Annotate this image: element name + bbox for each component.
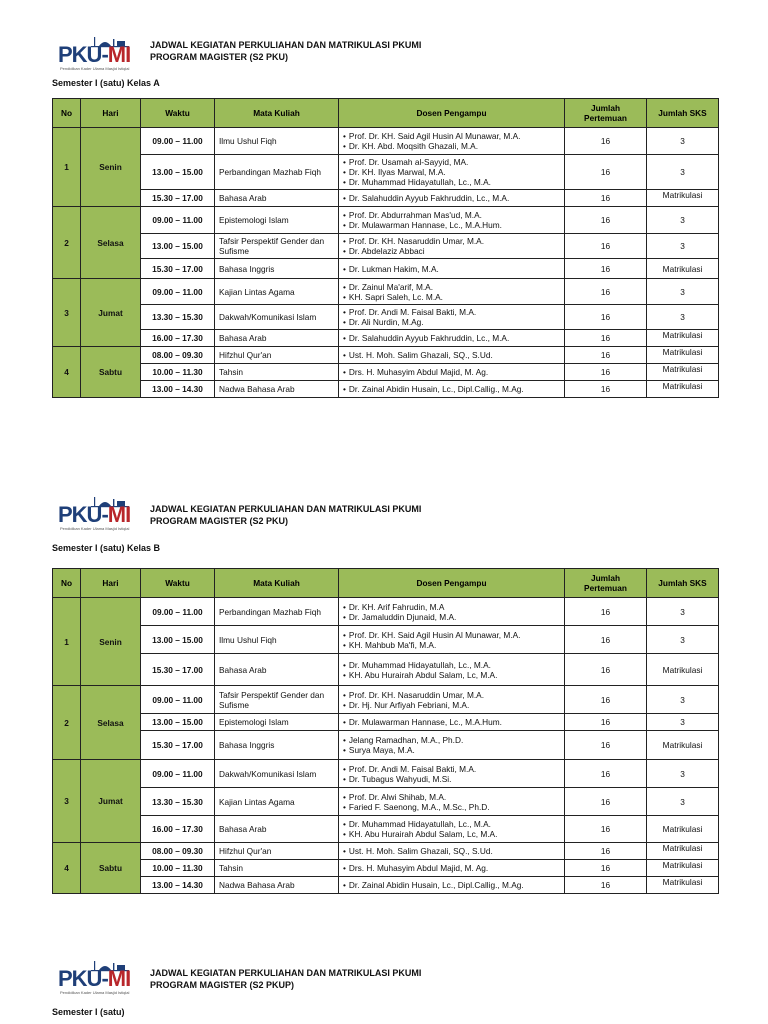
- header-mata-kuliah: Mata Kuliah: [215, 569, 339, 598]
- sks-cell: 3: [647, 714, 719, 731]
- time-cell: 15.30 – 17.00: [141, 731, 215, 760]
- lecturer-cell: [339, 364, 565, 381]
- lecturer-item: • Dr. Salahuddin Ayyub Fakhruddin, Lc., M.A.: [343, 193, 560, 203]
- day-name: Selasa: [81, 686, 141, 760]
- table-row: [53, 234, 719, 259]
- time-cell: 08.00 – 09.30: [141, 843, 215, 860]
- logo-wordmark: PKU-MI: [58, 42, 131, 67]
- day-name: Selasa: [81, 207, 141, 279]
- sks-cell: Matrikulasi: [647, 654, 719, 686]
- meetings-cell: 16: [565, 686, 647, 714]
- day-number: 4: [53, 347, 81, 398]
- meetings-cell: 16: [565, 760, 647, 788]
- course-cell: Kajian Lintas Agama: [215, 788, 339, 816]
- course-cell: Bahasa Arab: [215, 816, 339, 843]
- lecturer-cell: [339, 128, 565, 155]
- course-cell: Tafsir Perspektif Gender dan Sufisme: [215, 686, 339, 714]
- sks-cell: 3: [647, 128, 719, 155]
- header-hari: Hari: [81, 99, 141, 128]
- lecturer-cell: [339, 330, 565, 347]
- lecturer-item: • Dr. Salahuddin Ayyub Fakhruddin, Lc., M.A.: [343, 333, 560, 343]
- logo-tagline: Pendidikan Kader Ulama Masjid Istiqlal: [60, 990, 130, 995]
- table-row: [53, 760, 719, 788]
- lecturer-item: • Ust. H. Moh. Salim Ghazali, SQ., S.Ud.: [343, 846, 560, 856]
- lecturer-item: • KH. Abu Hurairah Abdul Salam, Lc, M.A.: [343, 670, 560, 680]
- meetings-cell: 16: [565, 843, 647, 860]
- sks-cell: 3: [647, 686, 719, 714]
- sks-cell: Matrikulasi: [647, 330, 719, 347]
- meetings-cell: 16: [565, 381, 647, 398]
- table-row: [53, 877, 719, 894]
- lecturer-cell: [339, 234, 565, 259]
- lecturer-cell: [339, 347, 565, 364]
- meetings-cell: 16: [565, 234, 647, 259]
- course-cell: Perbandingan Mazhab Fiqh: [215, 155, 339, 190]
- day-number: 3: [53, 279, 81, 347]
- header-no: No: [53, 569, 81, 598]
- schedule-table: [52, 568, 719, 894]
- lecturer-item: • Jelang Ramadhan, M.A., Ph.D.: [343, 735, 560, 745]
- sks-cell: Matrikulasi: [647, 843, 719, 860]
- meetings-cell: 16: [565, 279, 647, 305]
- time-cell: 16.00 – 17.30: [141, 816, 215, 843]
- sks-cell: 3: [647, 279, 719, 305]
- course-cell: Ilmu Ushul Fiqh: [215, 626, 339, 654]
- time-cell: 13.00 – 14.30: [141, 877, 215, 894]
- lecturer-item: • Drs. H. Muhasyim Abdul Majid, M. Ag.: [343, 863, 560, 873]
- table-row: [53, 860, 719, 877]
- lecturer-item: • Dr. KH. Arif Fahrudin, M.A: [343, 602, 560, 612]
- table-row: [53, 598, 719, 626]
- table-row: [53, 259, 719, 279]
- document-header: [52, 960, 718, 1000]
- lecturer-cell: [339, 843, 565, 860]
- sks-cell: Matrikulasi: [647, 259, 719, 279]
- lecturer-item: • Prof. Dr. Usamah al-Sayyid, MA.: [343, 157, 560, 167]
- sks-cell: 3: [647, 598, 719, 626]
- lecturer-item: • Dr. Mulawarman Hannase, Lc., M.A.Hum.: [343, 220, 560, 230]
- day-name: Senin: [81, 598, 141, 686]
- header-waktu: Waktu: [141, 569, 215, 598]
- time-cell: 08.00 – 09.30: [141, 347, 215, 364]
- lecturer-item: • KH. Sapri Saleh, Lc. M.A.: [343, 292, 560, 302]
- course-cell: Bahasa Inggris: [215, 731, 339, 760]
- course-cell: Epistemologi Islam: [215, 207, 339, 234]
- day-name: Jumat: [81, 760, 141, 843]
- lecturer-item: • Surya Maya, M.A.: [343, 745, 560, 755]
- lecturer-item: • Drs. H. Muhasyim Abdul Majid, M. Ag.: [343, 367, 560, 377]
- table-header-row: [53, 569, 719, 598]
- course-cell: Nadwa Bahasa Arab: [215, 381, 339, 398]
- lecturer-cell: [339, 731, 565, 760]
- time-cell: 13.00 – 15.00: [141, 234, 215, 259]
- lecturer-cell: [339, 598, 565, 626]
- table-row: [53, 731, 719, 760]
- course-cell: Hifzhul Qur'an: [215, 347, 339, 364]
- course-cell: Bahasa Arab: [215, 190, 339, 207]
- table-row: [53, 381, 719, 398]
- table-row: [53, 686, 719, 714]
- logo-tagline: Pendidikan Kader Ulama Masjid Istiqlal: [60, 66, 130, 71]
- header-no: No: [53, 99, 81, 128]
- lecturer-cell: [339, 190, 565, 207]
- sks-cell: Matrikulasi: [647, 364, 719, 381]
- day-number: 1: [53, 128, 81, 207]
- lecturer-item: • Prof. Dr. KH. Said Agil Husin Al Munawar, M.A.: [343, 131, 560, 141]
- course-cell: Tafsir Perspektif Gender dan Sufisme: [215, 234, 339, 259]
- meetings-cell: 16: [565, 128, 647, 155]
- course-cell: Ilmu Ushul Fiqh: [215, 128, 339, 155]
- sks-cell: 3: [647, 234, 719, 259]
- sks-cell: 3: [647, 760, 719, 788]
- lecturer-cell: [339, 860, 565, 877]
- lecturer-cell: [339, 714, 565, 731]
- meetings-cell: 16: [565, 731, 647, 760]
- header-waktu: Waktu: [141, 99, 215, 128]
- sks-cell: 3: [647, 305, 719, 330]
- logo-tagline: Pendidikan Kader Ulama Masjid Istiqlal: [60, 526, 130, 531]
- lecturer-cell: [339, 259, 565, 279]
- header-dosen: Dosen Pengampu: [339, 569, 565, 598]
- sks-cell: 3: [647, 155, 719, 190]
- lecturer-item: • Dr. Lukman Hakim, M.A.: [343, 264, 560, 274]
- time-cell: 09.00 – 11.00: [141, 686, 215, 714]
- lecturer-item: • Prof. Dr. KH. Nasaruddin Umar, M.A.: [343, 690, 560, 700]
- day-name: Senin: [81, 128, 141, 207]
- meetings-cell: 16: [565, 155, 647, 190]
- lecturer-item: • Prof. Dr. KH. Nasaruddin Umar, M.A.: [343, 236, 560, 246]
- sks-cell: Matrikulasi: [647, 877, 719, 894]
- lecturer-item: • Dr. KH. Abd. Moqsith Ghazali, M.A.: [343, 141, 560, 151]
- meetings-cell: 16: [565, 330, 647, 347]
- lecturer-item: • Prof. Dr. Abdurrahman Mas'ud, M.A.: [343, 210, 560, 220]
- course-cell: Dakwah/Komunikasi Islam: [215, 760, 339, 788]
- logo-wordmark: PKU-MI: [58, 502, 131, 527]
- semester-label: Semester I (satu): [52, 1007, 125, 1017]
- lecturer-cell: [339, 155, 565, 190]
- day-number: 1: [53, 598, 81, 686]
- course-cell: Bahasa Arab: [215, 330, 339, 347]
- lecturer-item: • Prof. Dr. KH. Said Agil Husin Al Munawar, M.A.: [343, 630, 560, 640]
- time-cell: 15.30 – 17.00: [141, 654, 215, 686]
- table-row: [53, 128, 719, 155]
- lecturer-item: • Dr. Zainul Ma'arif, M.A.: [343, 282, 560, 292]
- table-row: [53, 190, 719, 207]
- table-row: [53, 207, 719, 234]
- sks-cell: Matrikulasi: [647, 381, 719, 398]
- lecturer-item: • KH. Abu Hurairah Abdul Salam, Lc, M.A.: [343, 829, 560, 839]
- day-number: 2: [53, 207, 81, 279]
- meetings-cell: 16: [565, 816, 647, 843]
- meetings-cell: 16: [565, 598, 647, 626]
- time-cell: 09.00 – 11.00: [141, 128, 215, 155]
- lecturer-cell: [339, 207, 565, 234]
- lecturer-item: • Prof. Dr. Alwi Shihab, M.A.: [343, 792, 560, 802]
- meetings-cell: 16: [565, 364, 647, 381]
- time-cell: 10.00 – 11.30: [141, 860, 215, 877]
- meetings-cell: 16: [565, 305, 647, 330]
- pkumi-logo: [58, 496, 138, 536]
- day-number: 4: [53, 843, 81, 894]
- table-row: [53, 788, 719, 816]
- time-cell: 13.30 – 15.30: [141, 305, 215, 330]
- lecturer-item: • Dr. Hj. Nur Arfiyah Febriani, M.A.: [343, 700, 560, 710]
- lecturer-cell: [339, 686, 565, 714]
- time-cell: 13.30 – 15.30: [141, 788, 215, 816]
- pkumi-logo: [58, 960, 138, 1000]
- header-jumlah-pertemuan: Jumlah Pertemuan: [565, 99, 647, 128]
- time-cell: 09.00 – 11.00: [141, 279, 215, 305]
- lecturer-item: • Dr. Muhammad Hidayatullah, Lc., M.A.: [343, 177, 560, 187]
- table-row: [53, 155, 719, 190]
- lecturer-item: • Prof. Dr. Andi M. Faisal Bakti, M.A.: [343, 764, 560, 774]
- lecturer-item: • Dr. Jamaluddin Djunaid, M.A.: [343, 612, 560, 622]
- time-cell: 09.00 – 11.00: [141, 760, 215, 788]
- table-row: [53, 626, 719, 654]
- document-title: JADWAL KEGIATAN PERKULIAHAN DAN MATRIKULASI PKUMI PROGRAM MAGISTER (S2 PKU): [150, 504, 422, 526]
- meetings-cell: 16: [565, 654, 647, 686]
- time-cell: 10.00 – 11.30: [141, 364, 215, 381]
- lecturer-item: • Dr. Abdelaziz Abbaci: [343, 246, 560, 256]
- sks-cell: Matrikulasi: [647, 816, 719, 843]
- course-cell: Dakwah/Komunikasi Islam: [215, 305, 339, 330]
- lecturer-cell: [339, 816, 565, 843]
- time-cell: 13.00 – 15.00: [141, 155, 215, 190]
- course-cell: Tahsin: [215, 860, 339, 877]
- lecturer-item: • Dr. KH. Ilyas Marwal, M.A.: [343, 167, 560, 177]
- semester-label: Semester I (satu) Kelas A: [52, 78, 160, 88]
- course-cell: Perbandingan Mazhab Fiqh: [215, 598, 339, 626]
- sks-cell: Matrikulasi: [647, 860, 719, 877]
- document-title: JADWAL KEGIATAN PERKULIAHAN DAN MATRIKULASI PKUMI PROGRAM MAGISTER (S2 PKU): [150, 40, 422, 62]
- day-name: Sabtu: [81, 843, 141, 894]
- meetings-cell: 16: [565, 626, 647, 654]
- lecturer-cell: [339, 788, 565, 816]
- document-header: [52, 496, 718, 536]
- header-hari: Hari: [81, 569, 141, 598]
- lecturer-item: • Ust. H. Moh. Salim Ghazali, SQ., S.Ud.: [343, 350, 560, 360]
- course-cell: Bahasa Inggris: [215, 259, 339, 279]
- meetings-cell: 16: [565, 714, 647, 731]
- course-cell: Nadwa Bahasa Arab: [215, 877, 339, 894]
- pkumi-logo: [58, 36, 138, 76]
- header-mata-kuliah: Mata Kuliah: [215, 99, 339, 128]
- meetings-cell: 16: [565, 207, 647, 234]
- table-row: [53, 279, 719, 305]
- table-row: [53, 816, 719, 843]
- meetings-cell: 16: [565, 877, 647, 894]
- day-name: Jumat: [81, 279, 141, 347]
- lecturer-item: • Dr. Muhammad Hidayatullah, Lc., M.A.: [343, 819, 560, 829]
- sks-cell: 3: [647, 626, 719, 654]
- sks-cell: 3: [647, 207, 719, 234]
- course-cell: Hifzhul Qur'an: [215, 843, 339, 860]
- lecturer-item: • Dr. Mulawarman Hannase, Lc., M.A.Hum.: [343, 717, 560, 727]
- lecturer-item: • Dr. Muhammad Hidayatullah, Lc., M.A.: [343, 660, 560, 670]
- course-cell: Epistemologi Islam: [215, 714, 339, 731]
- header-dosen: Dosen Pengampu: [339, 99, 565, 128]
- table-row: [53, 330, 719, 347]
- schedule-table: [52, 98, 719, 398]
- lecturer-cell: [339, 654, 565, 686]
- lecturer-item: • Dr. Zainal Abidin Husain, Lc., Dipl.Callig., M.Ag.: [343, 880, 560, 890]
- header-jumlah-sks: Jumlah SKS: [647, 99, 719, 128]
- table-header-row: [53, 99, 719, 128]
- table-row: [53, 347, 719, 364]
- lecturer-cell: [339, 381, 565, 398]
- lecturer-cell: [339, 877, 565, 894]
- sks-cell: Matrikulasi: [647, 190, 719, 207]
- sks-cell: 3: [647, 788, 719, 816]
- table-row: [53, 305, 719, 330]
- meetings-cell: 16: [565, 347, 647, 364]
- lecturer-item: • Faried F. Saenong, M.A., M.Sc., Ph.D.: [343, 802, 560, 812]
- time-cell: 09.00 – 11.00: [141, 207, 215, 234]
- course-cell: Bahasa Arab: [215, 654, 339, 686]
- time-cell: 15.30 – 17.00: [141, 259, 215, 279]
- lecturer-item: • Prof. Dr. Andi M. Faisal Bakti, M.A.: [343, 307, 560, 317]
- time-cell: 13.00 – 14.30: [141, 381, 215, 398]
- lecturer-cell: [339, 760, 565, 788]
- lecturer-cell: [339, 626, 565, 654]
- day-number: 3: [53, 760, 81, 843]
- sks-cell: Matrikulasi: [647, 347, 719, 364]
- lecturer-item: • Dr. Ali Nurdin, M.Ag.: [343, 317, 560, 327]
- meetings-cell: 16: [565, 860, 647, 877]
- lecturer-cell: [339, 305, 565, 330]
- course-cell: Kajian Lintas Agama: [215, 279, 339, 305]
- table-row: [53, 364, 719, 381]
- meetings-cell: 16: [565, 788, 647, 816]
- course-cell: Tahsin: [215, 364, 339, 381]
- lecturer-item: • Dr. Tubagus Wahyudi, M.Si.: [343, 774, 560, 784]
- logo-wordmark: PKU-MI: [58, 966, 131, 991]
- lecturer-item: • Dr. Zainal Abidin Husain, Lc., Dipl.Callig., M.Ag.: [343, 384, 560, 394]
- table-row: [53, 714, 719, 731]
- time-cell: 16.00 – 17.30: [141, 330, 215, 347]
- meetings-cell: 16: [565, 190, 647, 207]
- meetings-cell: 16: [565, 259, 647, 279]
- time-cell: 13.00 – 15.00: [141, 714, 215, 731]
- lecturer-cell: [339, 279, 565, 305]
- day-number: 2: [53, 686, 81, 760]
- header-jumlah-sks: Jumlah SKS: [647, 569, 719, 598]
- time-cell: 15.30 – 17.00: [141, 190, 215, 207]
- header-jumlah-pertemuan: Jumlah Pertemuan: [565, 569, 647, 598]
- day-name: Sabtu: [81, 347, 141, 398]
- document-title: JADWAL KEGIATAN PERKULIAHAN DAN MATRIKULASI PKUMI PROGRAM MAGISTER (S2 PKUP): [150, 968, 422, 990]
- sks-cell: Matrikulasi: [647, 731, 719, 760]
- document-header: [52, 36, 718, 76]
- semester-label: Semester I (satu) Kelas B: [52, 543, 161, 553]
- table-row: [53, 843, 719, 860]
- table-row: [53, 654, 719, 686]
- time-cell: 09.00 – 11.00: [141, 598, 215, 626]
- lecturer-item: • KH. Mahbub Ma'fi, M.A.: [343, 640, 560, 650]
- time-cell: 13.00 – 15.00: [141, 626, 215, 654]
